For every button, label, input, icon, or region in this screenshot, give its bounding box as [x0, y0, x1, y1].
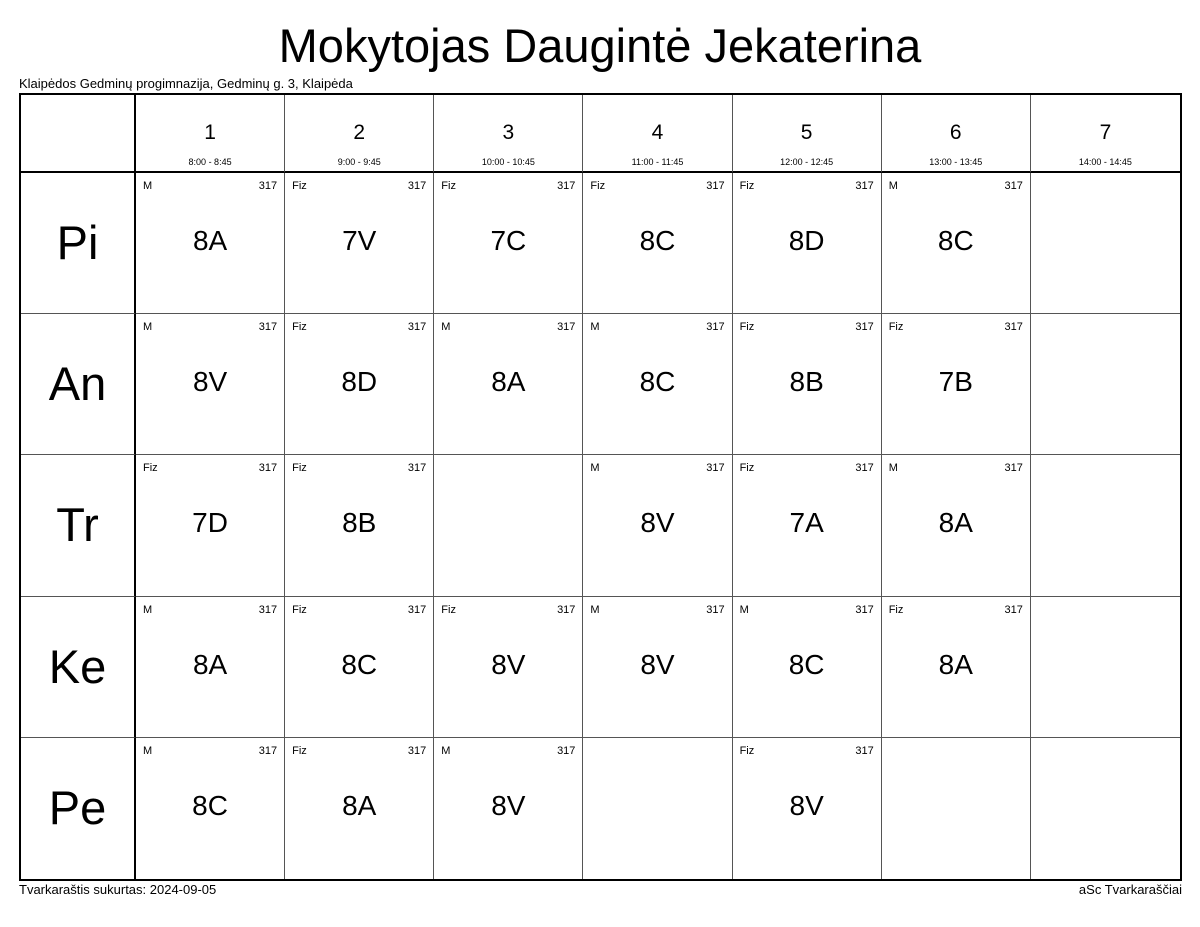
- period-header: [882, 95, 1031, 173]
- lesson-room: 317: [855, 603, 874, 616]
- lesson-subject: M: [590, 321, 600, 334]
- lesson-cell: [285, 314, 434, 455]
- lesson-room: 317: [855, 462, 874, 475]
- lesson-subject: Fiz: [888, 603, 904, 616]
- lesson-class: 8C: [639, 225, 676, 256]
- lesson-subject: M: [441, 744, 451, 757]
- lesson-subject: M: [888, 462, 898, 475]
- day-cell: [21, 597, 136, 738]
- day-label: Pi: [56, 216, 99, 270]
- period-number: 1: [204, 121, 216, 144]
- day-cell: [21, 738, 136, 879]
- lesson-class: 8C: [937, 225, 974, 256]
- lesson-cell: [434, 597, 583, 738]
- period-number: 2: [353, 121, 366, 144]
- day-cell: [21, 455, 136, 596]
- lesson-subject: M: [143, 321, 153, 334]
- lesson-class: 7B: [938, 366, 973, 398]
- lesson-class: 8V: [640, 507, 675, 539]
- lesson-cell: [136, 455, 285, 596]
- lesson-cell: [733, 597, 882, 738]
- empty-cell: [1031, 173, 1180, 314]
- lesson-cell: [583, 455, 732, 596]
- lesson-subject: Fiz: [292, 180, 307, 192]
- lesson-class: 8C: [788, 648, 825, 680]
- lesson-room: 317: [258, 603, 278, 616]
- lesson-class: 8A: [491, 366, 526, 398]
- lesson-class: 8A: [938, 507, 973, 539]
- lesson-room: 317: [855, 744, 874, 757]
- lesson-class: 7V: [342, 225, 377, 256]
- corner-cell: [21, 95, 136, 173]
- lesson-subject: Fiz: [292, 462, 307, 475]
- lesson-subject: M: [590, 603, 600, 616]
- day-label: Tr: [56, 498, 99, 552]
- lesson-class: 8B: [342, 507, 377, 539]
- empty-cell: [583, 738, 732, 879]
- day-cell: [21, 173, 136, 314]
- lesson-cell: [882, 173, 1031, 314]
- period-header: [285, 95, 434, 173]
- lesson-room: 317: [1004, 180, 1023, 192]
- period-time: 9:00 - 9:45: [337, 157, 381, 167]
- lesson-room: 317: [1004, 603, 1023, 616]
- period-time: 11:00 - 11:45: [631, 157, 684, 167]
- lesson-class: 8V: [192, 366, 228, 398]
- lesson-class: 8A: [342, 789, 377, 821]
- lesson-class: 8V: [491, 648, 526, 680]
- day-cell: [21, 314, 136, 455]
- lesson-room: 317: [407, 180, 427, 192]
- brand-label: aSc Tvarkaraščiai: [1078, 882, 1182, 897]
- lesson-room: 317: [1004, 462, 1023, 475]
- period-number: 3: [502, 121, 515, 144]
- lesson-room: 317: [258, 462, 278, 475]
- lesson-cell: [733, 738, 882, 879]
- lesson-cell: [136, 173, 285, 314]
- period-number: 5: [800, 121, 813, 144]
- lesson-class: 8C: [341, 648, 378, 680]
- period-time: 13:00 - 13:45: [929, 157, 983, 167]
- period-time: 12:00 - 12:45: [780, 157, 834, 167]
- period-header: [733, 95, 882, 173]
- lesson-room: 317: [706, 321, 725, 334]
- lesson-cell: [882, 597, 1031, 738]
- lesson-subject: Fiz: [441, 603, 456, 616]
- lesson-room: 317: [258, 744, 278, 757]
- lesson-class: 8D: [341, 366, 378, 398]
- lesson-subject: M: [888, 180, 898, 192]
- lesson-cell: [882, 455, 1031, 596]
- lesson-class: 7C: [490, 225, 527, 256]
- lesson-subject: Fiz: [292, 321, 307, 334]
- lesson-room: 317: [557, 180, 576, 192]
- lesson-subject: Fiz: [739, 180, 755, 192]
- lesson-cell: [136, 314, 285, 455]
- lesson-subject: Fiz: [888, 321, 904, 334]
- lesson-cell: [583, 314, 732, 455]
- lesson-class: 8D: [788, 225, 825, 256]
- lesson-cell: [285, 738, 434, 879]
- day-label: Ke: [48, 639, 107, 693]
- lesson-subject: Fiz: [292, 603, 307, 616]
- lesson-room: 317: [258, 321, 278, 334]
- period-number: 4: [651, 121, 664, 144]
- lesson-class: 8A: [192, 225, 228, 256]
- empty-cell: [1031, 597, 1180, 738]
- lesson-room: 317: [1004, 321, 1023, 334]
- lesson-cell: [434, 738, 583, 879]
- day-label: Pe: [48, 781, 107, 835]
- timetable-grid: [19, 93, 1182, 881]
- period-time: 8:00 - 8:45: [188, 157, 232, 167]
- lesson-class: 7D: [192, 507, 228, 539]
- lesson-room: 317: [706, 180, 725, 192]
- period-number: 7: [1099, 121, 1112, 144]
- period-number: 6: [949, 121, 962, 144]
- empty-cell: [1031, 314, 1180, 455]
- lesson-room: 317: [706, 603, 725, 616]
- lesson-class: 8A: [938, 648, 973, 680]
- lesson-cell: [882, 314, 1031, 455]
- lesson-subject: M: [739, 603, 749, 616]
- empty-cell: [882, 738, 1031, 879]
- period-header: [583, 95, 732, 173]
- lesson-class: 8V: [640, 648, 675, 680]
- lesson-class: 8A: [192, 648, 228, 680]
- lesson-room: 317: [407, 603, 427, 616]
- lesson-class: 8C: [639, 366, 676, 398]
- lesson-subject: Fiz: [739, 462, 755, 475]
- lesson-cell: [733, 314, 882, 455]
- lesson-subject: Fiz: [739, 321, 755, 334]
- school-address: Klaipėdos Gedminų progimnazija, Gedminų g. 3, Klaipėda: [19, 76, 353, 91]
- lesson-room: 317: [258, 180, 278, 192]
- lesson-subject: Fiz: [292, 744, 307, 757]
- lesson-room: 317: [557, 744, 576, 757]
- lesson-class: 8B: [789, 366, 824, 398]
- lesson-class: 8C: [192, 789, 228, 821]
- lesson-cell: [733, 455, 882, 596]
- lesson-subject: Fiz: [590, 180, 606, 192]
- lesson-room: 317: [855, 180, 874, 192]
- empty-cell: [1031, 455, 1180, 596]
- day-label: An: [48, 357, 107, 411]
- lesson-room: 317: [407, 744, 427, 757]
- lesson-cell: [285, 173, 434, 314]
- lesson-room: 317: [557, 321, 576, 334]
- created-date: Tvarkaraštis sukurtas: 2024-09-05: [19, 882, 217, 897]
- lesson-class: 8V: [789, 789, 824, 821]
- lesson-subject: M: [143, 744, 153, 757]
- period-time: 14:00 - 14:45: [1078, 157, 1132, 167]
- lesson-cell: [733, 173, 882, 314]
- lesson-room: 317: [855, 321, 874, 334]
- period-time: 10:00 - 10:45: [481, 157, 535, 167]
- lesson-subject: M: [441, 321, 451, 334]
- lesson-room: 317: [706, 462, 725, 475]
- lesson-subject: M: [143, 603, 153, 616]
- lesson-cell: [285, 597, 434, 738]
- lesson-cell: [583, 173, 732, 314]
- lesson-subject: Fiz: [441, 180, 456, 192]
- lesson-subject: Fiz: [143, 462, 158, 475]
- lesson-room: 317: [407, 462, 427, 475]
- lesson-class: 7A: [789, 507, 824, 539]
- lesson-cell: [583, 597, 732, 738]
- lesson-cell: [136, 597, 285, 738]
- lesson-subject: Fiz: [739, 744, 755, 757]
- lesson-class: 8V: [491, 789, 526, 821]
- period-header: [434, 95, 583, 173]
- lesson-cell: [285, 455, 434, 596]
- lesson-subject: M: [590, 462, 600, 475]
- empty-cell: [1031, 738, 1180, 879]
- lesson-room: 317: [557, 603, 576, 616]
- lesson-room: 317: [407, 321, 427, 334]
- lesson-cell: [434, 173, 583, 314]
- page-title: Mokytojas Daugintė Jekaterina: [278, 19, 922, 72]
- period-header: [136, 95, 285, 173]
- period-header: [1031, 95, 1180, 173]
- lesson-cell: [136, 738, 285, 879]
- empty-cell: [434, 455, 583, 596]
- lesson-cell: [434, 314, 583, 455]
- lesson-subject: M: [143, 180, 153, 192]
